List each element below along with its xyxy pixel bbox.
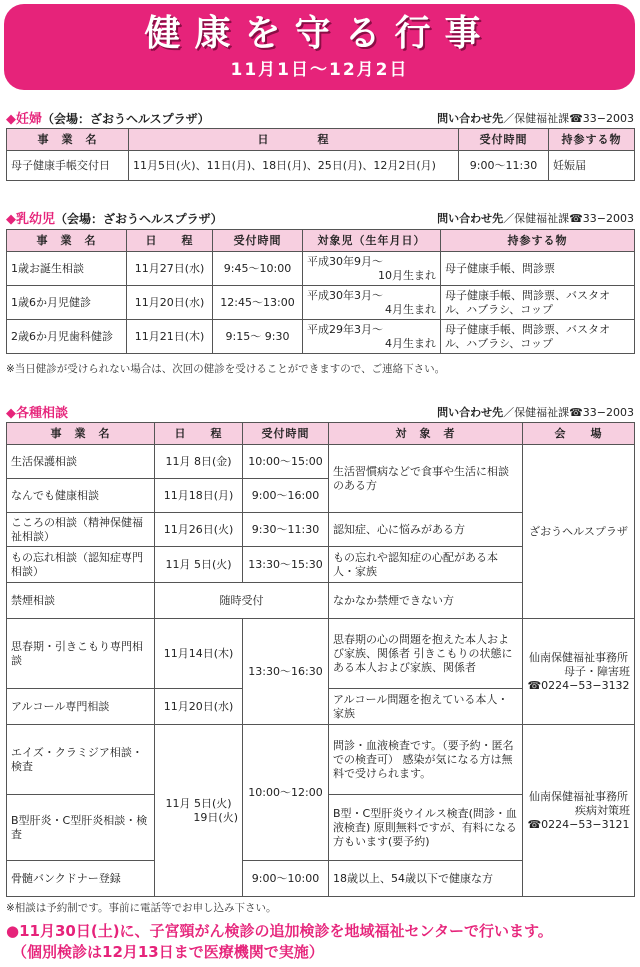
table-row: もの忘れ相談（認知症専門相談） 11月 5日(火) 13:30〜15:30 もの忘れや認知症の心配がある本人・家族 bbox=[7, 547, 635, 583]
table-row: 2歳6か月児歯科健診 11月21日(木) 9:15〜 9:30 平成29年3月〜 4月生まれ 母子健康手帳、問診票、バスタオル、ハブラシ、コップ bbox=[7, 320, 635, 354]
table-row: 思春期・引きこもり専門相談 11月14日(木) 13:30〜16:30 思春期の心の問題を抱えた本人および家族、関係者 引きこもりの状態にある本人および家族、関係者 仙南保健福祉事務所 母子・障害班 ☎0224−53−3132 bbox=[7, 619, 635, 689]
table-row: 1歳お誕生相談 11月27日(水) 9:45〜10:00 平成30年9月〜 10月生まれ 母子健康手帳、問診票 bbox=[7, 252, 635, 286]
header-cell: 日 程 bbox=[129, 129, 459, 151]
header-cell: 受付時間 bbox=[459, 129, 549, 151]
header-cell: 日 程 bbox=[127, 230, 213, 252]
table-row: 骨髄バンクドナー登録 9:00〜10:00 18歳以上、54歳以下で健康な方 bbox=[7, 861, 635, 897]
pregnant-section-header bbox=[6, 108, 634, 126]
header-cell: 持参する物 bbox=[441, 230, 635, 252]
infant-note: ※当日健診が受けられない場合は、次回の健診を受けることができますので、ご連絡下さい。 bbox=[6, 363, 446, 375]
consult-table bbox=[6, 422, 635, 897]
consult-title: ◆各種相談 bbox=[6, 406, 68, 421]
header-cell: 事 業 名 bbox=[7, 230, 127, 252]
infant-contact: 問い合わせ先／保健福祉課☎33−2003 bbox=[437, 212, 634, 225]
infant-title: ◆乳幼児（会場：ざおうヘルスプラザ） bbox=[6, 212, 223, 227]
header-cell: 受付時間 bbox=[243, 423, 329, 445]
page-dates: 11月1日〜12月2日 bbox=[230, 60, 409, 80]
header-cell: 対 象 者 bbox=[329, 423, 523, 445]
venue-cell: ざおうヘルスプラザ bbox=[523, 445, 635, 619]
table-row: なんでも健康相談 11月18日(月) 9:00〜16:00 bbox=[7, 479, 635, 513]
infant-table bbox=[6, 229, 635, 354]
table-row: 母子健康手帳交付日 11月5日(火)、11日(月)、18日(月)、25日(月)、12月2日(月) 9:00〜11:30 妊娠届 bbox=[7, 151, 635, 181]
header-cell: 対象児（生年月日） bbox=[303, 230, 441, 252]
notice-line-2: （個別検診は12月13日まで医療機関で実施） bbox=[12, 943, 324, 961]
table-row: 禁煙相談 随時受付 なかなか禁煙できない方 bbox=[7, 583, 635, 619]
pregnant-contact: 問い合わせ先／保健福祉課☎33−2003 bbox=[437, 112, 634, 125]
pregnant-table bbox=[6, 128, 635, 181]
bottom-notice bbox=[6, 921, 636, 963]
header-cell: 持参する物 bbox=[549, 129, 635, 151]
header-cell: 事 業 名 bbox=[7, 129, 129, 151]
table-row: 1歳6か月児健診 11月20日(水) 12:45〜13:00 平成30年3月〜 4月生まれ 母子健康手帳、問診票、バスタオル、ハブラシ、コップ bbox=[7, 286, 635, 320]
header-cell: 会 場 bbox=[523, 423, 635, 445]
table-row: エイズ・クラミジア相談・検査 11月 5日(火) 19日(火) 10:00〜12:00 問診・血液検査です。（要予約・匿名での検査可） 感染が気になる方は無料で受けられます。 仙南保健福祉事務所 疾病対策班 ☎0224−53−3121 bbox=[7, 725, 635, 795]
title-banner bbox=[4, 4, 635, 90]
table-row: こころの相談（精神保健福祉相談） 11月26日(火) 9:30〜11:30 認知症、心に悩みがある方 bbox=[7, 513, 635, 547]
infant-section-header bbox=[6, 208, 634, 226]
header-cell: 受付時間 bbox=[213, 230, 303, 252]
notice-line-1: ●11月30日(土)に、子宮頸がん検診の追加検診を地域福祉センターで行います。 bbox=[6, 922, 553, 940]
header-cell: 事 業 名 bbox=[7, 423, 155, 445]
header-cell: 日 程 bbox=[155, 423, 243, 445]
page-title: 健康を守る行事 bbox=[144, 13, 495, 54]
venue-cell: 仙南保健福祉事務所 疾病対策班 ☎0224−53−3121 bbox=[523, 725, 635, 897]
consult-contact: 問い合わせ先／保健福祉課☎33−2003 bbox=[437, 406, 634, 419]
venue-cell: 仙南保健福祉事務所 母子・障害班 ☎0224−53−3132 bbox=[523, 619, 635, 725]
table-row: 生活保護相談 11月 8日(金) 10:00〜15:00 生活習慣病などで食事や生活に相談のある方 ざおうヘルスプラザ bbox=[7, 445, 635, 479]
table-row: B型肝炎・C型肝炎相談・検査 B型・C型肝炎ウイルス検査(問診・血液検査) 原則無料ですが、有料になる方もいます(要予約) bbox=[7, 795, 635, 861]
pregnant-title: ◆妊婦（会場：ざおうヘルスプラザ） bbox=[6, 112, 210, 127]
table-row: アルコール専門相談 11月20日(水) アルコール問題を抱えている本人・家族 bbox=[7, 689, 635, 725]
consult-section-header bbox=[6, 402, 634, 420]
consult-note: ※相談は予約制です。事前に電話等でお申し込み下さい。 bbox=[6, 902, 277, 914]
